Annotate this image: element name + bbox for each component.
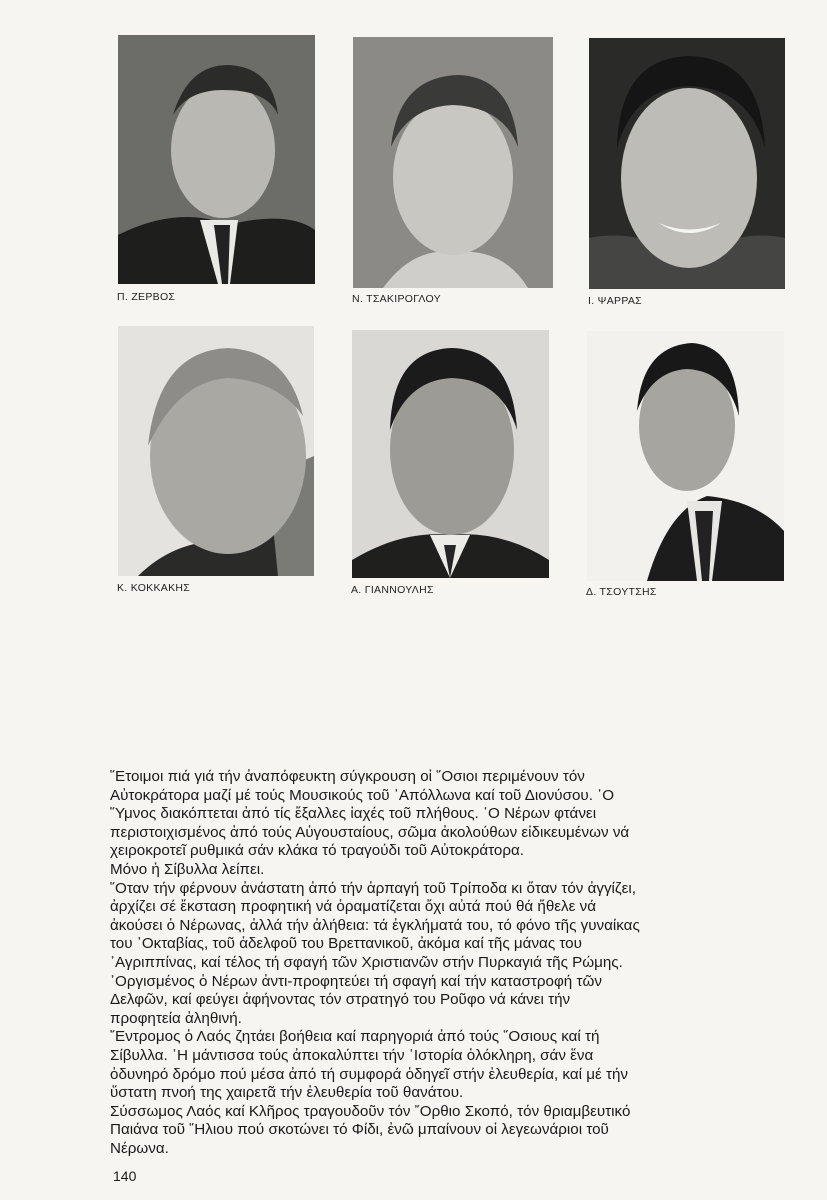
body-line: Σύσσωμος Λαός καί Κλῆρος τραγουδοῦν τόν ῎Ορθιο Σκοπό, τόν θριαμβευτικό (110, 1102, 631, 1120)
body-line: του ᾿Οκταβίας, τοῦ ἀδελφοῦ του Βρεττανικοῦ, ἀκόμα καί τῆς μάνας του (110, 935, 582, 953)
body-line: ἀρχίζει σέ ἔκσταση προφητική νά ὁραματίζεται ὄχι αὐτά πού θά ἤθελε νά (110, 898, 597, 916)
body-line: Αὐτοκράτορα μαζί μέ τούς Μουσικούς τοῦ ᾿Απόλλωνα καί τοῦ Διονύσου. ῾Ο (110, 786, 615, 804)
body-line: χειροκροτεῖ ρυθμικά σάν κλάκα τό τραγούδι τοῦ Αὐτοκράτορα. (110, 842, 525, 860)
portrait-caption-4: Κ. ΚΟΚΚΑΚΗΣ (117, 582, 191, 594)
portrait-caption-6: Δ. ΤΣΟΥΤΣΗΣ (586, 586, 657, 598)
body-line: Παιάνα τοῦ ῞Ηλιου πού σκοτώνει τό Φίδι, ἐνῶ μπαίνουν οἱ λεγεωνάριοι τοῦ (110, 1121, 609, 1139)
portrait-photo-1 (118, 35, 315, 284)
portrait-photo-5 (352, 330, 549, 578)
body-line: ὕστατη πνοή της χαιρετᾶ τήν ἐλευθερία τοῦ θανάτου. (110, 1084, 464, 1102)
page-number: 140 (113, 1168, 137, 1184)
body-line: ῎Εντρομος ὁ Λαός ζητάει βοήθεια καί παρηγοριά ἀπό τούς ῞Οσιους καί τή (110, 1028, 600, 1046)
portrait-photo-3 (589, 38, 785, 289)
body-line: Δελφῶν, καί φεύγει ἀφήνοντας τόν στρατηγό του Ροῦφο νά κάνει τήν (110, 991, 571, 1009)
body-text (110, 768, 770, 1158)
portrait-photo-4 (118, 326, 314, 576)
portrait-caption-1: Π. ΖΕΡΒΟΣ (117, 291, 176, 303)
portrait-caption-2: Ν. ΤΣΑΚΙΡΟΓΛΟΥ (352, 293, 441, 305)
portrait-photo-2 (353, 37, 553, 288)
body-line: Νέρωνα. (110, 1139, 169, 1157)
body-line: ὀδυνηρό δρόμο πού μέσα ἀπό τή συμφορά ὁδηγεῖ στήν ἐλευθερία, καί μέ τήν (110, 1065, 628, 1083)
body-line: περιστοιχισμένος ἀπό τούς Αὐγουσταίους, σῶμα ἀκολούθων εἰδικευμένων νά (110, 823, 630, 841)
body-line: ῞Υμνος διακόπτεται ἀπό τίς ἔξαλλες ἰαχές τοῦ πλήθους. ῾Ο Νέρων φτάνει (110, 805, 597, 823)
portrait-photo-6 (587, 331, 784, 581)
portrait-caption-3: Ι. ΨΑΡΡΑΣ (588, 295, 642, 307)
body-line: προφητεία ἀληθινή. (110, 1009, 242, 1027)
body-line: ῞Οταν τήν φέρνουν ἀνάστατη ἀπό τήν ἁρπαγή τοῦ Τρίποδα κι ὅταν τόν ἀγγίζει, (110, 879, 636, 897)
body-line: Σίβυλλα. ῾Η μάντισσα τούς ἀποκαλύπτει τήν ῾Ιστορία ὁλόκληρη, σάν ἕνα (110, 1046, 594, 1064)
portrait-caption-5: Α. ΓΙΑΝΝΟΥΛΗΣ (351, 584, 434, 596)
body-line: ῞Ετοιμοι πιά γιά τήν ἀναπόφευκτη σύγκρουση οἱ ῞Οσιοι περιμένουν τόν (110, 768, 585, 785)
body-line: Μόνο ἡ Σίβυλλα λείπει. (110, 860, 265, 878)
body-line: ᾿Οργισμένος ὁ Νέρων ἀντι-προφητεύει τή σφαγή καί τήν καταστροφή τῶν (110, 972, 602, 990)
body-line: ἀκούσει ὁ Νέρωνας, ἀλλά τήν ἀλήθεια: τά ἐγκλήματά του, τό φόνο τῆς γυναίκας (110, 916, 640, 934)
body-line: ᾿Αγριππίνας, καί τέλος τή σφαγή τῶν Χριστιανῶν στήν Πυρκαγιά τῆς Ρώμης. (110, 953, 623, 971)
